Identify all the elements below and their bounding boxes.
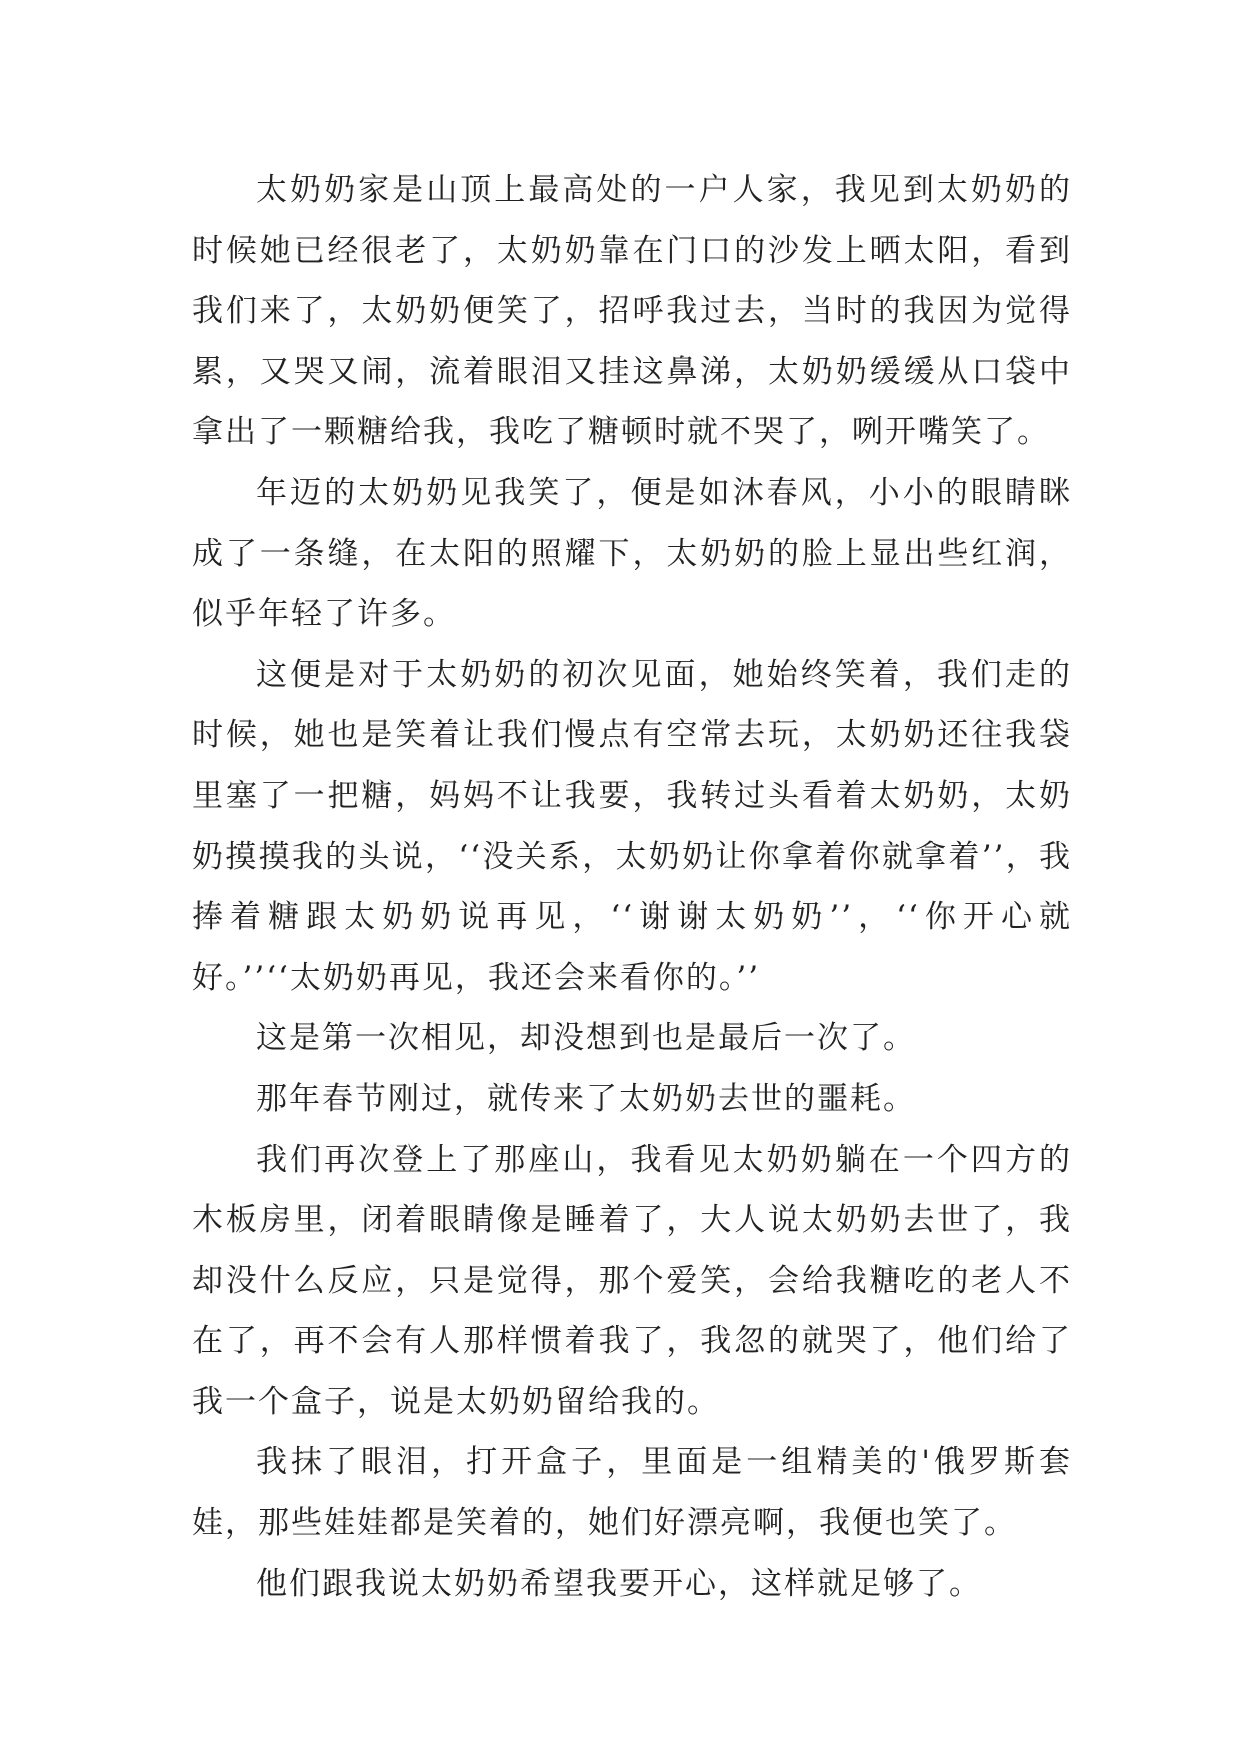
paragraph-7: 我抹了眼泪，打开盒子，里面是一组精美的'俄罗斯套娃，那些娃娃都是笑着的，她们好漂亮啊，我便也笑了。 <box>192 1444 1072 1542</box>
paragraph-1: 太奶奶家是山顶上最高处的一户人家，我见到太奶奶的时候她已经很老了，太奶奶靠在门口的沙发上晒太阳，看到我们来了，太奶奶便笑了，招呼我过去，当时的我因为觉得累，又哭又闹，流着眼泪又挂这鼻涕，太奶奶缓缓从口袋中拿出了一颗糖给我，我吃了糖顿时就不哭了，咧开嘴笑了。 <box>192 172 1072 451</box>
paragraph-5: 那年春节刚过，就传来了太奶奶去世的噩耗。 <box>256 1080 916 1117</box>
paragraph-8: 他们跟我说太奶奶希望我要开心，这样就足够了。 <box>256 1565 982 1602</box>
paragraph-4: 这是第一次相见，却没想到也是最后一次了。 <box>256 1020 916 1057</box>
paragraph-3: 这便是对于太奶奶的初次见面，她始终笑着，我们走的时候，她也是笑着让我们慢点有空常去玩，太奶奶还往我袋里塞了一把糖，妈妈不让我要，我转过头看着太奶奶，太奶奶摸摸我的头说，‘‘没关系，太奶奶让你拿着你就拿着’’，我捧着糖跟太奶奶说再见，‘‘谢谢太奶奶’’，‘‘你开心就好。’’‘‘太奶奶再见，我还会来看你的。’’ <box>192 656 1072 996</box>
paragraph-6: 我们再次登上了那座山，我看见太奶奶躺在一个四方的木板房里，闭着眼睛像是睡着了，大人说太奶奶去世了，我却没什么反应，只是觉得，那个爱笑，会给我糖吃的老人不在了，再不会有人那样惯着我了，我忽的就哭了，他们给了我一个盒子，说是太奶奶留给我的。 <box>192 1141 1072 1420</box>
paragraph-2: 年迈的太奶奶见我笑了，便是如沐春风，小小的眼睛眯成了一条缝，在太阳的照耀下，太奶奶的脸上显出些红润，似乎年轻了许多。 <box>192 474 1072 633</box>
document-body <box>192 160 1072 1614</box>
